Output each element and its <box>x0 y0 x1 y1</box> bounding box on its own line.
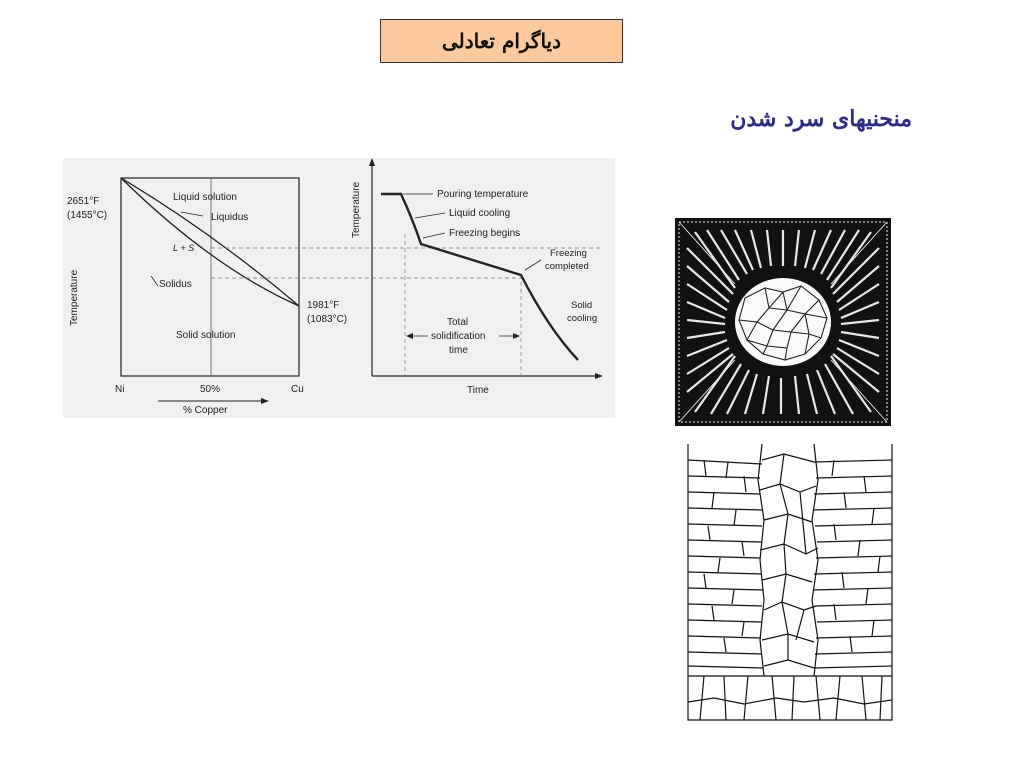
label-freezing-begins: Freezing begins <box>449 228 521 239</box>
label-solidus: Solidus <box>159 279 192 290</box>
label-pouring-temperature: Pouring temperature <box>437 189 529 200</box>
label-fifty-percent: 50% <box>200 384 221 395</box>
label-liquid-solution: Liquid solution <box>173 192 237 203</box>
cooling-x-arrow <box>595 373 603 379</box>
label-percent-copper: % Copper <box>183 405 228 416</box>
cooling-y-arrow <box>369 158 375 166</box>
liquidus-leader <box>181 212 203 216</box>
label-right-temp-c: (1083°C) <box>307 314 348 325</box>
cooling-y-axis-label: Temperature <box>351 181 362 238</box>
phase-y-axis-label: Temperature <box>69 269 80 326</box>
phase-frame <box>121 178 299 376</box>
textbook-figure <box>63 158 615 418</box>
total-time-arrow-left <box>406 333 413 339</box>
label-cu: Cu <box>291 384 304 395</box>
slide-title: دیاگرام تعادلی <box>380 19 623 63</box>
solidus-leader <box>151 276 158 286</box>
label-solid-solution: Solid solution <box>176 330 236 341</box>
label-solid: Solid <box>571 300 593 311</box>
label-left-temp-c: (1455°C) <box>67 210 108 221</box>
slide-subtitle: منحنیهای سرد شدن <box>730 106 912 132</box>
figure-svg <box>63 158 615 418</box>
freezing-completed-leader <box>525 260 541 270</box>
label-right-temp-f: 1981°F <box>307 300 340 311</box>
freezing-begins-leader <box>423 233 445 238</box>
phase-diagram <box>67 178 603 416</box>
label-freezing: Freezing <box>550 248 587 259</box>
label-cooling: cooling <box>567 313 598 324</box>
liquid-cooling-leader <box>415 213 445 218</box>
label-total: Total <box>447 317 469 328</box>
label-liquid-cooling: Liquid cooling <box>449 208 511 219</box>
total-time-arrow-right <box>513 333 520 339</box>
ingot-longitudinal-image <box>684 440 896 724</box>
label-left-temp-f: 2651°F <box>67 196 100 207</box>
label-ni: Ni <box>115 384 125 395</box>
cooling-x-axis-label: Time <box>467 385 489 396</box>
label-completed: completed <box>545 261 589 272</box>
copper-arrow-head <box>261 398 269 404</box>
label-solidification: solidification <box>431 331 486 342</box>
ingot-cross-section-image <box>675 218 891 426</box>
cooling-curve <box>351 158 603 396</box>
label-time: time <box>449 345 468 356</box>
label-liquidus: Liquidus <box>211 212 249 223</box>
label-l-plus-s: L + S <box>173 243 195 253</box>
